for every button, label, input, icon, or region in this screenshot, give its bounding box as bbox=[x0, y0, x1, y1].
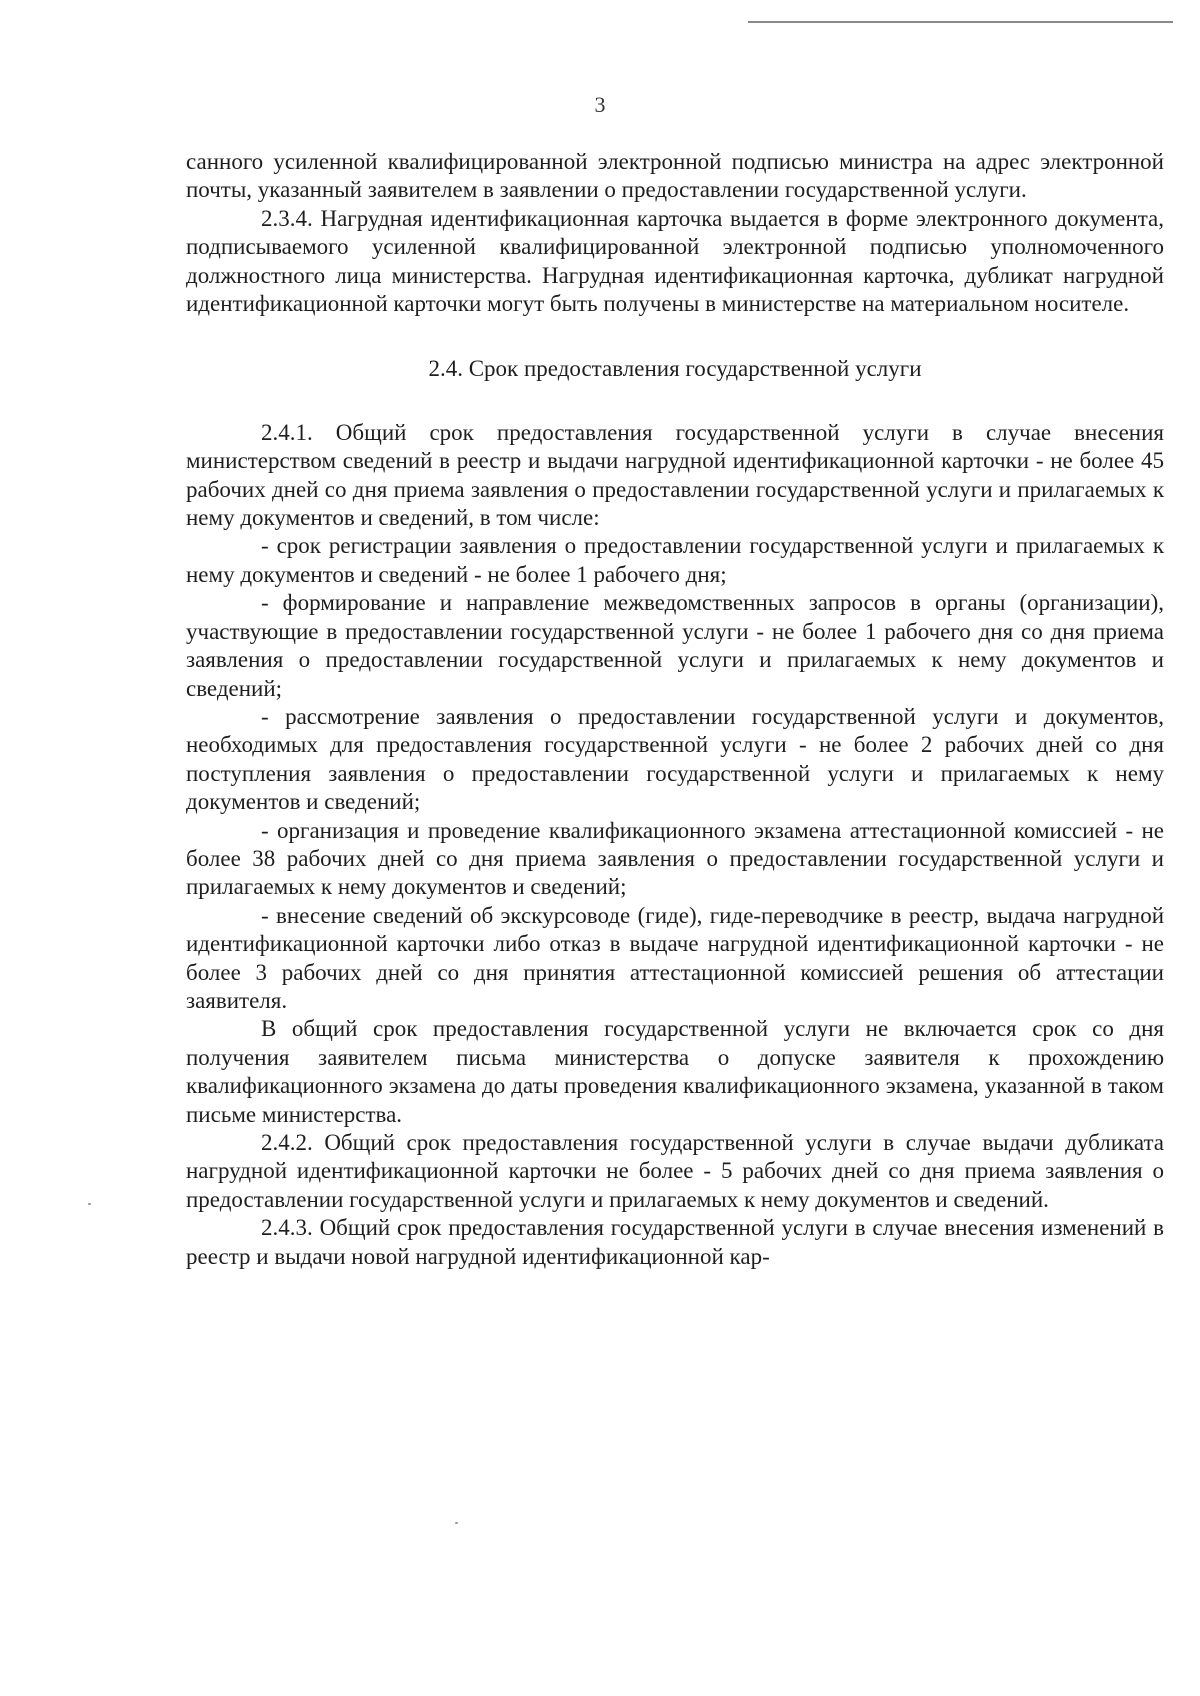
list-item-exam: - организация и проведение квалификационного экзамена аттестационной комиссией - не более 38 рабочих дней со дня приема заявления о предоставлении государственной услуги и прилагаемых к нему документов и сведений; bbox=[186, 817, 1164, 900]
page-number: 3 bbox=[594, 92, 606, 117]
section-heading: 2.4. Срок предоставления государственной услуги bbox=[428, 356, 922, 382]
scan-speck bbox=[88, 1203, 91, 1205]
paragraph-2-4-1: 2.4.1. Общий срок предоставления государственной услуги в случае внесения министерством сведений в реестр и выдачи нагрудной идентификационной карточки - не более 45 рабочих дней со дня приема заявления о предоставлении государственной услуги и прилагаемых к нему документов и сведений, в том числе: bbox=[186, 419, 1164, 531]
paragraph-2-3-4: 2.3.4. Нагрудная идентификационная карточка выдается в форме электронного документа, подписываемого усиленной квалифицированной электронной подписью уполномоченного должностного лица министерства. Нагрудная идентификационная карточка, дубликат нагрудной идентификационной карточки могут быть получены в министерстве на материальном носителе. bbox=[186, 205, 1164, 317]
list-item-review: - рассмотрение заявления о предоставлении государственной услуги и документов, необходимых для предоставления государственной услуги - не более 2 рабочих дней со дня поступления заявления о предоставлении государственной услуги и прилагаемых к нему документов и сведений; bbox=[186, 703, 1164, 815]
list-item-registry-entry: - внесение сведений об экскурсоводе (гиде), гиде-переводчике в реестр, выдача нагрудной идентификационной карточки либо отказ в выдаче нагрудной идентификационной карточки - не более 3 рабочих дней со дня принятия аттестационной комиссией решения об аттестации заявителя. bbox=[186, 902, 1164, 1013]
paragraph-exclusion: В общий срок предоставления государственной услуги не включается срок со дня получения заявителем письма министерства о допуске заявителя к прохождению квалификационного экзамена до даты проведения квалификационного экзамена, указанной в таком письме министерства. bbox=[186, 1016, 1164, 1127]
scan-edge-line bbox=[748, 21, 1173, 23]
paragraph-2-4-2: 2.4.2. Общий срок предоставления государственной услуги в случае выдачи дубликата нагрудной идентификационной карточки не более - 5 рабочих дней со дня приема заявления о предоставлении государственной услуги и прилагаемых к нему документов и сведений. bbox=[186, 1130, 1164, 1212]
list-item-registration: - срок регистрации заявления о предоставлении государственной услуги и прилагаемых к нему документов и сведений - не более 1 рабочего дня; bbox=[186, 533, 1164, 587]
paragraph-2-4-3: 2.4.3. Общий срок предоставления государственной услуги в случае внесения изменений в реестр и выдачи новой нагрудной идентификационной кар- bbox=[186, 1215, 1164, 1269]
list-item-interagency-requests: - формирование и направление межведомственных запросов в органы (организации), участвующие в предоставлении государственной услуги - не более 1 рабочего дня со дня приема заявления о предоставлении государственной услуги и прилагаемых к нему документов и сведений; bbox=[186, 590, 1164, 701]
scan-speck bbox=[455, 1522, 458, 1524]
paragraph-continuation: санного усиленной квалифицированной электронной подписью министра на адрес электронной почты, указанный заявителем в заявлении о предоставлении государственной услуги. bbox=[186, 149, 1164, 203]
document-body bbox=[186, 148, 1164, 1271]
